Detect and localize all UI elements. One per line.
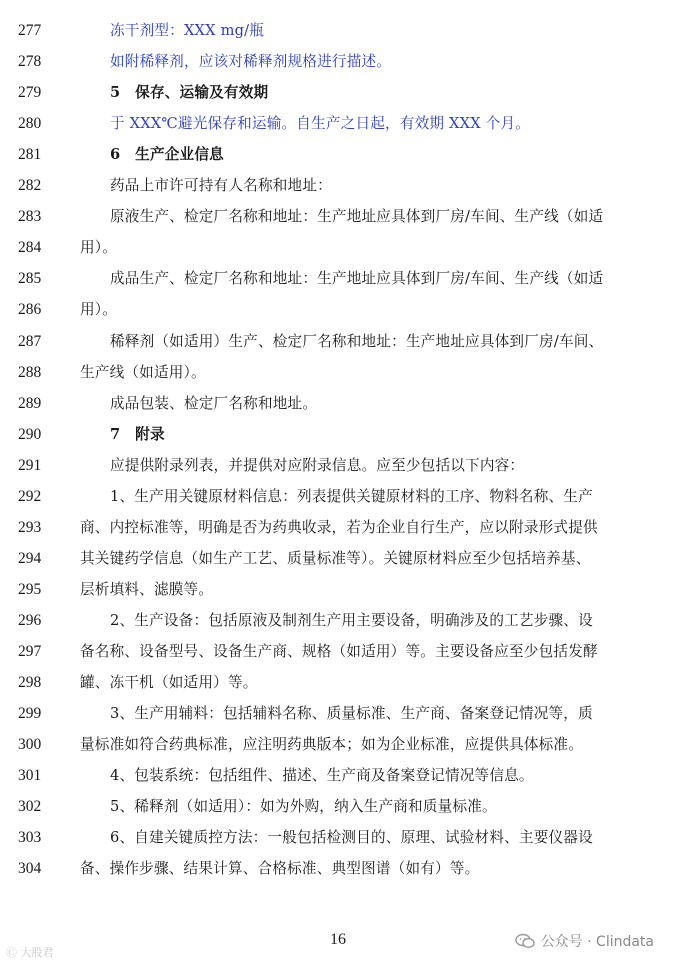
line-number: 288 bbox=[18, 363, 42, 381]
line-301 bbox=[0, 760, 676, 791]
line-295 bbox=[0, 574, 676, 605]
line-text: 6、自建关键质控方法：一般包括检测目的、原理、试验材料、主要仪器设 bbox=[110, 829, 593, 847]
line-number: 303 bbox=[18, 829, 42, 847]
line-number: 280 bbox=[18, 115, 42, 133]
line-293 bbox=[0, 512, 676, 543]
line-281 bbox=[0, 139, 676, 170]
line-number: 283 bbox=[18, 208, 42, 226]
line-text: 1、生产用关键原材料信息：列表提供关键原材料的工序、物料名称、生产 bbox=[110, 487, 593, 505]
line-text: 冻干剂型：XXX mg/瓶 bbox=[110, 22, 265, 39]
line-285 bbox=[0, 263, 676, 294]
line-number: 296 bbox=[18, 611, 42, 629]
line-291 bbox=[0, 450, 676, 481]
line-number: 285 bbox=[18, 270, 42, 288]
line-number: 278 bbox=[18, 53, 42, 71]
line-text: 成品包装、检定厂名称和地址。 bbox=[110, 394, 318, 412]
line-text: 药品上市许可持有人名称和地址： bbox=[110, 177, 332, 195]
line-296 bbox=[0, 605, 676, 636]
line-text: 层析填料、滤膜等。 bbox=[80, 580, 214, 598]
line-text: 用）。 bbox=[80, 239, 118, 257]
watermark-wechat bbox=[515, 931, 654, 951]
line-284 bbox=[0, 232, 676, 263]
line-300 bbox=[0, 729, 676, 760]
line-number: 302 bbox=[18, 798, 42, 816]
line-278 bbox=[0, 46, 676, 77]
line-number: 279 bbox=[18, 84, 42, 102]
line-number: 290 bbox=[18, 425, 42, 443]
section-heading: 6 生产企业信息 bbox=[110, 146, 224, 164]
line-number: 293 bbox=[18, 518, 42, 536]
line-number: 289 bbox=[18, 394, 42, 412]
line-number: 282 bbox=[18, 177, 42, 195]
line-number: 304 bbox=[18, 860, 42, 878]
line-number: 291 bbox=[18, 456, 42, 474]
line-text: 原液生产、检定厂名称和地址：生产地址应具体到厂房/车间、生产线（如适 bbox=[110, 208, 604, 226]
line-287 bbox=[0, 326, 676, 357]
watermark-right-text: 公众号 · Clindata bbox=[540, 934, 654, 950]
line-text: 生产线（如适用）。 bbox=[80, 363, 206, 381]
line-282 bbox=[0, 170, 676, 201]
line-text: 稀释剂（如适用）生产、检定厂名称和地址：生产地址应具体到厂房/车间、 bbox=[110, 332, 604, 350]
line-text: 4、包装系统：包括组件、描述、生产商及备案登记情况等信息。 bbox=[110, 767, 534, 785]
page-number: 16 bbox=[330, 931, 346, 948]
line-number: 298 bbox=[18, 674, 42, 692]
section-heading: 5 保存、运输及有效期 bbox=[110, 84, 269, 102]
watermark-left: Ⓒ 大股君 bbox=[6, 946, 54, 959]
line-number: 299 bbox=[18, 705, 42, 723]
line-text: 备名称、设备型号、设备生产商、规格（如适用）等。主要设备应至少包括发酵 bbox=[80, 643, 598, 660]
line-number: 277 bbox=[18, 22, 42, 39]
line-text: 商、内控标准等，明确是否为药典收录，若为企业自行生产，应以附录形式提供 bbox=[80, 518, 598, 536]
line-number: 295 bbox=[18, 580, 42, 598]
line-289 bbox=[0, 388, 676, 419]
line-number: 301 bbox=[18, 767, 42, 785]
line-292 bbox=[0, 481, 676, 512]
line-number: 281 bbox=[18, 146, 42, 164]
line-280 bbox=[0, 108, 676, 139]
line-number: 286 bbox=[18, 301, 42, 319]
line-286 bbox=[0, 294, 676, 325]
line-text: 3、生产用辅料：包括辅料名称、质量标准、生产商、备案登记情况等，质 bbox=[110, 705, 593, 723]
line-text: 5、稀释剂（如适用）：如为外购，纳入生产商和质量标准。 bbox=[110, 798, 497, 816]
line-number: 284 bbox=[18, 239, 42, 257]
line-298 bbox=[0, 667, 676, 698]
line-290 bbox=[0, 419, 676, 450]
line-303 bbox=[0, 822, 676, 853]
line-283 bbox=[0, 201, 676, 232]
line-299 bbox=[0, 698, 676, 729]
line-number: 287 bbox=[18, 332, 42, 350]
line-304 bbox=[0, 853, 676, 884]
wechat-icon bbox=[515, 933, 535, 949]
line-297 bbox=[0, 636, 676, 667]
line-number: 294 bbox=[18, 549, 42, 567]
line-302 bbox=[0, 791, 676, 822]
line-number: 297 bbox=[18, 643, 42, 660]
line-text: 罐、冻干机（如适用）等。 bbox=[80, 674, 258, 692]
line-text: 量标准如符合药典标准，应注明药典版本；如为企业标准，应提供具体标准。 bbox=[80, 736, 583, 754]
line-277 bbox=[0, 15, 676, 46]
line-text: 2、生产设备：包括原液及制剂生产用主要设备，明确涉及的工艺步骤、设 bbox=[110, 611, 593, 629]
line-number: 292 bbox=[18, 487, 42, 505]
line-288 bbox=[0, 357, 676, 388]
line-text: 用）。 bbox=[80, 301, 118, 319]
line-text: 其关键药学信息（如生产工艺、质量标准等）。关键原材料应至少包括培养基、 bbox=[80, 549, 591, 567]
section-heading: 7 附录 bbox=[110, 425, 165, 443]
line-text: 应提供附录列表，并提供对应附录信息。应至少包括以下内容： bbox=[110, 456, 525, 474]
line-294 bbox=[0, 543, 676, 574]
line-text: 于 XXX℃避光保存和运输。自生产之日起，有效期 XXX 个月。 bbox=[110, 115, 531, 133]
line-number: 300 bbox=[18, 736, 42, 754]
line-text: 备、操作步骤、结果计算、合格标准、典型图谱（如有）等。 bbox=[80, 860, 480, 878]
line-text: 成品生产、检定厂名称和地址：生产地址应具体到厂房/车间、生产线（如适 bbox=[110, 270, 604, 288]
line-text: 如附稀释剂，应该对稀释剂规格进行描述。 bbox=[110, 53, 392, 71]
line-279 bbox=[0, 77, 676, 108]
